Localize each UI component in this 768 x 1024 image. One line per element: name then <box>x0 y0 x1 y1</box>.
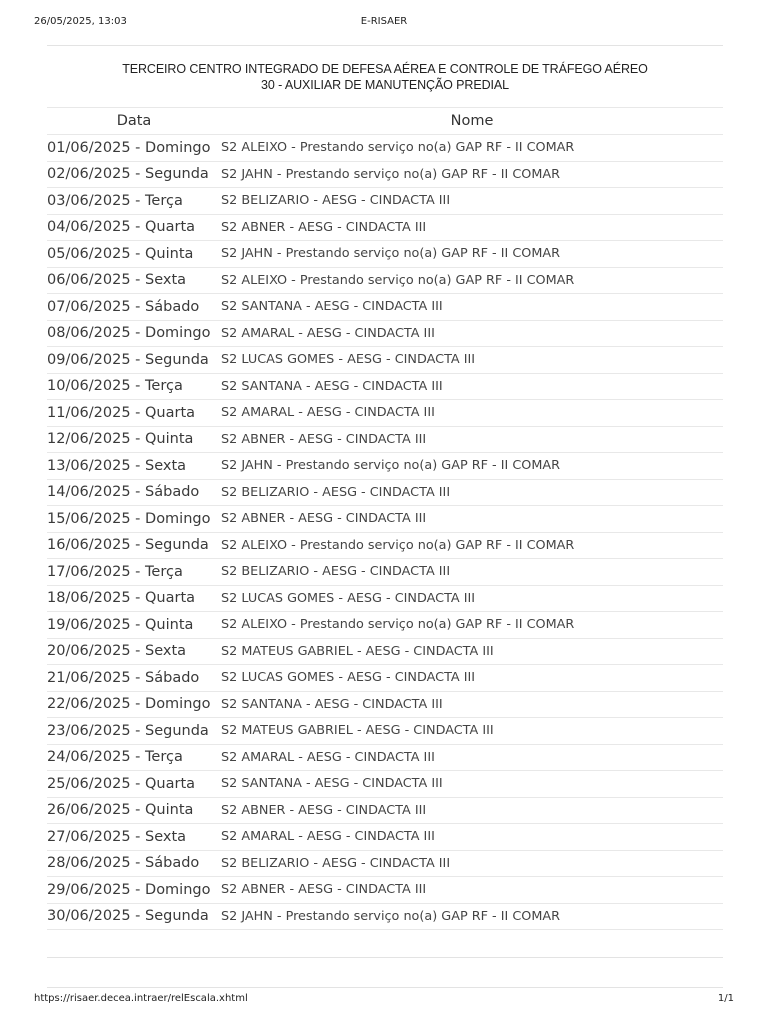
row-date: 24/06/2025 - Terça <box>47 744 221 771</box>
row-name: S2 JAHN - Prestando serviço no(a) GAP RF - II COMAR <box>221 903 723 930</box>
row-name: S2 SANTANA - AESG - CINDACTA III <box>221 294 723 321</box>
row-name: S2 ABNER - AESG - CINDACTA III <box>221 797 723 824</box>
row-date: 28/06/2025 - Sábado <box>47 850 221 877</box>
row-date: 22/06/2025 - Domingo <box>47 691 221 718</box>
row-date: 23/06/2025 - Segunda <box>47 718 221 745</box>
table-header-row <box>47 108 723 135</box>
table-row <box>47 506 723 533</box>
table-row <box>47 373 723 400</box>
row-date: 15/06/2025 - Domingo <box>47 506 221 533</box>
row-name: S2 BELIZARIO - AESG - CINDACTA III <box>221 479 723 506</box>
report-heading <box>47 61 723 93</box>
row-date: 17/06/2025 - Terça <box>47 559 221 586</box>
row-date: 01/06/2025 - Domingo <box>47 135 221 162</box>
row-date: 04/06/2025 - Quarta <box>47 214 221 241</box>
table-row <box>47 161 723 188</box>
print-datetime: 26/05/2025, 13:03 <box>34 16 127 27</box>
row-date: 26/06/2025 - Quinta <box>47 797 221 824</box>
row-date: 09/06/2025 - Segunda <box>47 347 221 374</box>
table-row <box>47 665 723 692</box>
report-title: TERCEIRO CENTRO INTEGRADO DE DEFESA AÉREA E CONTROLE DE TRÁFEGO AÉREO <box>122 62 648 76</box>
row-name: S2 LUCAS GOMES - AESG - CINDACTA III <box>221 347 723 374</box>
row-date: 02/06/2025 - Segunda <box>47 161 221 188</box>
table-row <box>47 877 723 904</box>
row-date: 29/06/2025 - Domingo <box>47 877 221 904</box>
row-name: S2 BELIZARIO - AESG - CINDACTA III <box>221 559 723 586</box>
row-name: S2 ABNER - AESG - CINDACTA III <box>221 426 723 453</box>
row-name: S2 SANTANA - AESG - CINDACTA III <box>221 691 723 718</box>
table-row <box>47 691 723 718</box>
table-row <box>47 267 723 294</box>
row-name: S2 ABNER - AESG - CINDACTA III <box>221 877 723 904</box>
table-row <box>47 188 723 215</box>
row-date: 07/06/2025 - Sábado <box>47 294 221 321</box>
row-date: 27/06/2025 - Sexta <box>47 824 221 851</box>
row-name: S2 LUCAS GOMES - AESG - CINDACTA III <box>221 665 723 692</box>
table-row <box>47 400 723 427</box>
row-date: 19/06/2025 - Quinta <box>47 612 221 639</box>
print-header <box>34 16 734 30</box>
row-date: 08/06/2025 - Domingo <box>47 320 221 347</box>
print-footer <box>34 993 734 1007</box>
table-row <box>47 320 723 347</box>
table-row <box>47 532 723 559</box>
row-date: 21/06/2025 - Sábado <box>47 665 221 692</box>
table-row <box>47 744 723 771</box>
row-date: 16/06/2025 - Segunda <box>47 532 221 559</box>
table-row <box>47 135 723 162</box>
row-name: S2 SANTANA - AESG - CINDACTA III <box>221 373 723 400</box>
table-row <box>47 294 723 321</box>
table-row <box>47 612 723 639</box>
row-date: 25/06/2025 - Quarta <box>47 771 221 798</box>
row-date: 30/06/2025 - Segunda <box>47 903 221 930</box>
report-subtitle: 30 - AUXILIAR DE MANUTENÇÃO PREDIAL <box>261 78 509 92</box>
divider <box>47 957 723 958</box>
row-date: 18/06/2025 - Quarta <box>47 585 221 612</box>
row-name: S2 ALEIXO - Prestando serviço no(a) GAP RF - II COMAR <box>221 532 723 559</box>
row-date: 10/06/2025 - Terça <box>47 373 221 400</box>
table-row <box>47 214 723 241</box>
row-name: S2 ABNER - AESG - CINDACTA III <box>221 214 723 241</box>
row-name: S2 AMARAL - AESG - CINDACTA III <box>221 824 723 851</box>
print-url: https://risaer.decea.intraer/relEscala.xhtml <box>34 993 248 1004</box>
row-name: S2 JAHN - Prestando serviço no(a) GAP RF - II COMAR <box>221 453 723 480</box>
row-date: 13/06/2025 - Sexta <box>47 453 221 480</box>
column-header-data: Data <box>47 108 221 135</box>
table-row <box>47 903 723 930</box>
table-row <box>47 797 723 824</box>
row-name: S2 MATEUS GABRIEL - AESG - CINDACTA III <box>221 638 723 665</box>
row-name: S2 AMARAL - AESG - CINDACTA III <box>221 320 723 347</box>
column-header-nome: Nome <box>221 108 723 135</box>
row-date: 20/06/2025 - Sexta <box>47 638 221 665</box>
row-date: 05/06/2025 - Quinta <box>47 241 221 268</box>
page-number: 1/1 <box>717 993 734 1004</box>
row-name: S2 ALEIXO - Prestando serviço no(a) GAP RF - II COMAR <box>221 267 723 294</box>
table-row <box>47 479 723 506</box>
row-name: S2 AMARAL - AESG - CINDACTA III <box>221 744 723 771</box>
row-name: S2 SANTANA - AESG - CINDACTA III <box>221 771 723 798</box>
row-name: S2 LUCAS GOMES - AESG - CINDACTA III <box>221 585 723 612</box>
row-date: 06/06/2025 - Sexta <box>47 267 221 294</box>
row-name: S2 ABNER - AESG - CINDACTA III <box>221 506 723 533</box>
row-name: S2 MATEUS GABRIEL - AESG - CINDACTA III <box>221 718 723 745</box>
table-row <box>47 585 723 612</box>
row-name: S2 AMARAL - AESG - CINDACTA III <box>221 400 723 427</box>
row-name: S2 BELIZARIO - AESG - CINDACTA III <box>221 850 723 877</box>
table-row <box>47 559 723 586</box>
divider <box>47 987 723 988</box>
table-row <box>47 824 723 851</box>
table-body <box>47 135 723 930</box>
row-date: 12/06/2025 - Quinta <box>47 426 221 453</box>
table-row <box>47 453 723 480</box>
row-name: S2 JAHN - Prestando serviço no(a) GAP RF - II COMAR <box>221 241 723 268</box>
row-name: S2 JAHN - Prestando serviço no(a) GAP RF - II COMAR <box>221 161 723 188</box>
row-name: S2 ALEIXO - Prestando serviço no(a) GAP RF - II COMAR <box>221 135 723 162</box>
row-name: S2 ALEIXO - Prestando serviço no(a) GAP RF - II COMAR <box>221 612 723 639</box>
row-name: S2 BELIZARIO - AESG - CINDACTA III <box>221 188 723 215</box>
table-row <box>47 426 723 453</box>
table-row <box>47 850 723 877</box>
row-date: 14/06/2025 - Sábado <box>47 479 221 506</box>
table-row <box>47 241 723 268</box>
table-row <box>47 771 723 798</box>
print-page-title: E-RISAER <box>360 16 408 27</box>
row-date: 03/06/2025 - Terça <box>47 188 221 215</box>
divider <box>47 45 723 46</box>
row-date: 11/06/2025 - Quarta <box>47 400 221 427</box>
table-row <box>47 638 723 665</box>
table-row <box>47 347 723 374</box>
table-row <box>47 718 723 745</box>
schedule-table <box>47 107 723 930</box>
